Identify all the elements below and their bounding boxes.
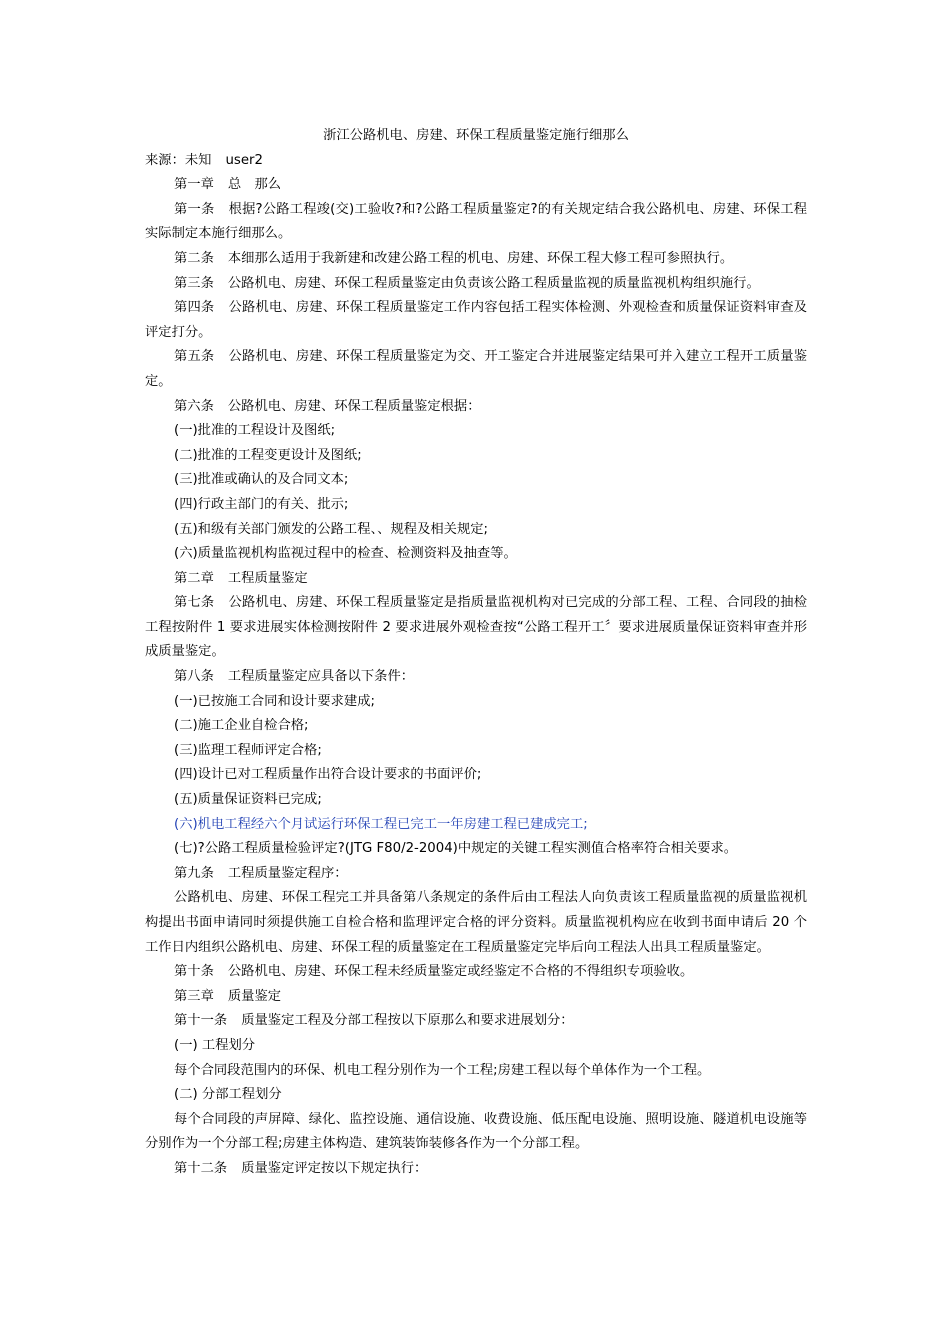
paragraph-text: 质量鉴定 [227, 988, 282, 1004]
article-paragraph [145, 272, 807, 297]
chapter-heading [145, 985, 807, 1010]
article-paragraph [145, 862, 807, 887]
paragraph-text: 根据?公路工程竣(交)工验收?和?公路工程质量鉴定?的有关规定结合我公路机电、房建、环保工程实际制定本施行细那么。 [145, 201, 807, 242]
article-paragraph [145, 591, 807, 665]
article-paragraph [145, 960, 807, 985]
article-number: 第八条 [174, 669, 214, 685]
paragraph-text: 总 那么 [227, 177, 282, 193]
paragraph-text: 每个合同段的声屏障、绿化、监控设施、通信设施、收费设施、低压配电设施、照明设施、隧道机电设施等分别作为一个分部工程;房建主体构造、建筑装饰装修各作为一个分部工程。 [145, 1111, 807, 1152]
list-item [145, 1034, 807, 1059]
article-number: 第二章 [174, 570, 214, 586]
paragraph-text: 质量鉴定评定按以下规定执行： [241, 1160, 428, 1176]
article-number: 第二条 [174, 250, 214, 266]
paragraph-text: (二)施工企业自检合格; [174, 718, 309, 734]
list-item [145, 739, 807, 764]
article-paragraph [145, 345, 807, 394]
paragraph-text: (三)监理工程师评定合格; [174, 742, 322, 758]
paragraph-text: (一)已按施工合同和设计要求建成; [174, 693, 376, 709]
paragraph-text: 公路机电、房建、环保工程质量鉴定为交、开工鉴定合并进展鉴定结果可并入建立工程开工质量鉴定。 [145, 349, 808, 389]
paragraph-text: 公路机电、房建、环保工程完工并具备第八条规定的条件后由工程法人向负责该工程质量监视的质量监视机构提出书面申请同时须提供施工自检合格和监理评定合格的评分资料。质量监视机构应在收到书面申请后 20 个工作日内组织公路机电、房建、环保工程的质量鉴定在工程质量鉴定完毕后向工程法人出具工程质量鉴定。 [145, 890, 807, 955]
article-number: 第一条 [174, 201, 215, 217]
article-paragraph [145, 1009, 807, 1034]
list-item [145, 493, 807, 518]
paragraph-text: (六)质量监视机构监视过程中的检查、检测资料及抽查等。 [174, 546, 517, 562]
article-number: 第三章 [174, 988, 214, 1004]
body-paragraph [145, 1059, 807, 1084]
list-item [145, 690, 807, 715]
article-number: 第十一条 [174, 1013, 228, 1029]
paragraph-text: (二) 分部工程划分 [174, 1087, 282, 1103]
body-paragraph [145, 1108, 807, 1157]
paragraph-text: 工程质量鉴定 [227, 570, 308, 586]
paragraph-text: 工程质量鉴定应具备以下条件： [227, 669, 415, 685]
article-number: 第六条 [174, 398, 214, 414]
article-number: 第三条 [174, 275, 214, 291]
list-item [145, 1083, 807, 1108]
list-item [145, 788, 807, 813]
chapter-heading [145, 173, 807, 198]
article-number: 第十条 [174, 964, 214, 980]
document-body [145, 124, 807, 1182]
paragraph-text: 公路机电、房建、环保工程质量鉴定根据： [227, 398, 481, 414]
article-number: 第十二条 [174, 1160, 228, 1176]
paragraph-text: (一) 工程划分 [174, 1037, 256, 1053]
paragraph-text: (五)质量保证资料已完成; [174, 792, 322, 808]
document-title: 浙江公路机电、房建、环保工程质量鉴定施行细那么 [323, 128, 629, 143]
article-paragraph [145, 665, 807, 690]
paragraph-text: 公路机电、房建、环保工程质量鉴定由负责该公路工程质量监视的质量监视机构组织施行。 [227, 275, 760, 291]
paragraph-text: (四)设计已对工程质量作出符合设计要求的书面评价; [174, 767, 482, 783]
article-number: 第五条 [174, 349, 215, 365]
paragraph-text: 每个合同段范围内的环保、机电工程分别作为一个工程;房建工程以每个单体作为一个工程。 [174, 1062, 711, 1078]
paragraph-text: 公路机电、房建、环保工程质量鉴定是指质量监视机构对已完成的分部工程、工程、合同段的抽检工程按附件 1 要求进展实体检测按附件 2 要求进展外观检查按“公路工程开工〞要求进展质量保证资料审查并形成质量鉴定。 [145, 595, 808, 660]
article-paragraph [145, 198, 807, 247]
list-item [145, 444, 807, 469]
article-number: 第一章 [174, 177, 214, 193]
list-item [145, 518, 807, 543]
paragraph-text: 本细那么适用于我新建和改建公路工程的机电、房建、环保工程大修工程可参照执行。 [227, 250, 734, 266]
paragraph-text: 工程质量鉴定程序： [227, 865, 348, 881]
list-item [145, 763, 807, 788]
paragraph-text: 公路机电、房建、环保工程未经质量鉴定或经鉴定不合格的不得组织专项验收。 [227, 964, 694, 980]
article-number: 第四条 [174, 300, 215, 316]
list-item [145, 419, 807, 444]
article-number: 第七条 [174, 595, 215, 611]
paragraph-text: (一)批准的工程设计及图纸; [174, 423, 336, 439]
article-paragraph [145, 296, 807, 345]
list-item [145, 813, 807, 838]
paragraph-text: (四)行政主部门的有关、批示; [174, 496, 349, 512]
paragraph-text: (六)机电工程经六个月试运行环保工程已完工一年房建工程已建成完工; [174, 816, 588, 832]
paragraph-text: 公路机电、房建、环保工程质量鉴定工作内容包括工程实体检测、外观检查和质量保证资料审查及评定打分。 [145, 300, 808, 340]
document-source [145, 149, 807, 174]
article-paragraph [145, 395, 807, 420]
list-item [145, 837, 807, 862]
paragraph-text: (三)批准或确认的及合同文本; [174, 472, 349, 488]
article-number: 第九条 [174, 865, 214, 881]
body-paragraph [145, 886, 807, 960]
paragraph-text: 质量鉴定工程及分部工程按以下原那么和要求进展划分： [241, 1013, 574, 1029]
list-item [145, 468, 807, 493]
list-item [145, 714, 807, 739]
paragraph-text: (二)批准的工程变更设计及图纸; [174, 447, 362, 463]
source-label: 来源：未知 [145, 152, 212, 168]
paragraph-text: (五)和级有关部门颁发的公路工程、、规程及相关规定; [174, 521, 489, 537]
list-item [145, 542, 807, 567]
paragraph-text: (七)?公路工程质量检验评定?(JTG F80/2-2004)中规定的关键工程实测值合格率符合相关要求。 [174, 841, 738, 857]
source-user: user2 [225, 152, 263, 168]
article-paragraph [145, 1157, 807, 1182]
chapter-heading [145, 567, 807, 592]
article-paragraph [145, 247, 807, 272]
